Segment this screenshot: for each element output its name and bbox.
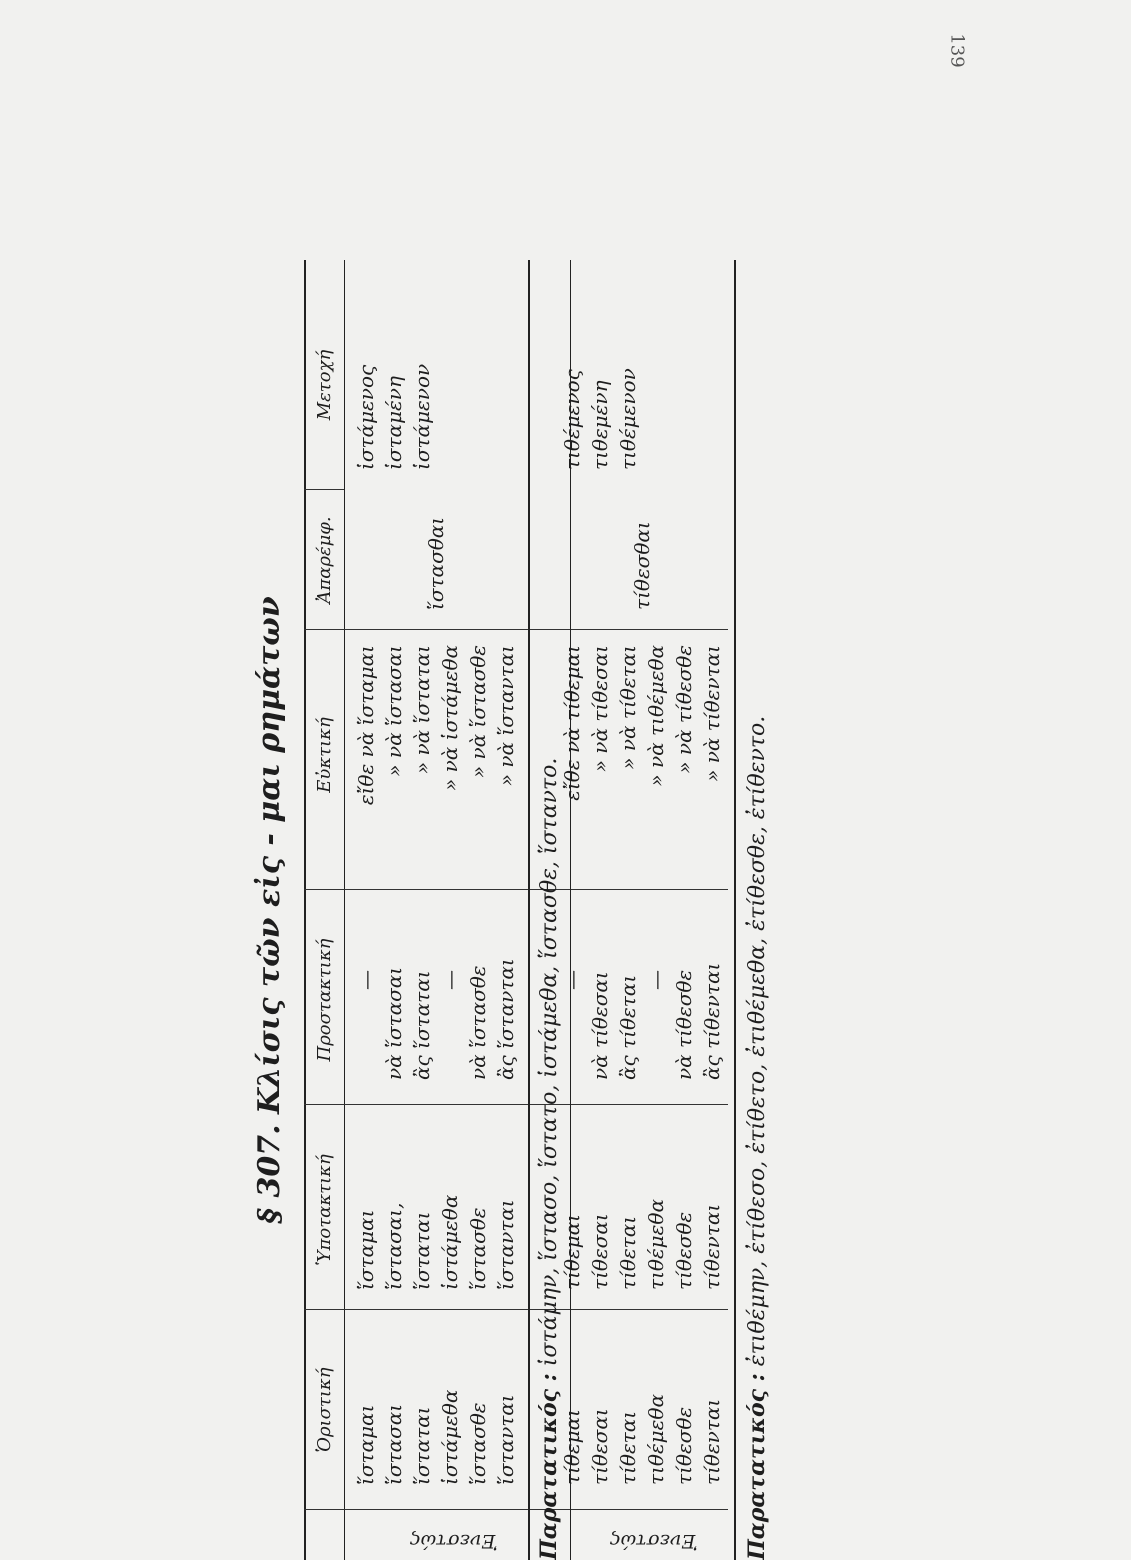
form: » νὰ ἵστασαι (382, 645, 406, 777)
form: ἵστανται (494, 1199, 518, 1290)
form: τίθενται (700, 1398, 724, 1485)
form: εἴθε νὰ τίθεμαι (560, 645, 584, 801)
header-indicative: Ὁριστική (314, 1367, 335, 1453)
form: τίθεσαι (588, 1213, 612, 1290)
histemi-imperative (352, 958, 520, 1080)
imperfect-label: Παρατατικός : (744, 1373, 770, 1560)
form: » νὰ τίθενται (700, 645, 724, 782)
form: ἱστάμενον (410, 363, 434, 470)
col-sep (304, 489, 344, 490)
header-bottom-rule (344, 260, 345, 1560)
form: τιθεμένη (588, 380, 612, 470)
form: — (438, 970, 462, 990)
form: ἱστάμεθα (438, 1389, 462, 1485)
form: — (354, 970, 378, 990)
form: » νὰ ἵστασθε (466, 645, 490, 779)
form: ἵσταται (410, 1406, 434, 1485)
page-title: § 307. Κλίσις τῶν εἰς - μαι ρημάτων (252, 596, 287, 1224)
block-1-bottom-rule (528, 260, 530, 1560)
histemi-subjunctive (352, 1195, 520, 1290)
tithemi-subjunctive (558, 1199, 726, 1290)
form: ἱστάμενος (354, 364, 378, 470)
form: » νὰ τίθεσθε (672, 645, 696, 774)
form: ἵστασθαι (424, 516, 448, 610)
col-sep (304, 889, 728, 890)
header-participle: Μετοχή (314, 349, 335, 421)
form: ἂς ἵσταται (410, 970, 434, 1080)
col-sep (304, 1509, 728, 1510)
form: τιθέμεθα (644, 1199, 668, 1290)
tithemi-optative (558, 645, 726, 870)
form: νὰ ἵστασθε (466, 965, 490, 1080)
form: τιθέμεθα (644, 1394, 668, 1485)
form: ἂς ἵστανται (494, 958, 518, 1080)
tithemi-infinitive (628, 521, 656, 610)
imperfect-label: Παρατατικός : (536, 1373, 562, 1560)
header-subjunctive: Ὑποτακτική (314, 1154, 335, 1266)
form: τίθεμαι (560, 1408, 584, 1485)
histemi-optative (352, 645, 520, 870)
form: ἱστάμεθα (438, 1194, 462, 1290)
form: τίθεσαι (588, 1408, 612, 1485)
form: τιθέμενον (616, 368, 640, 470)
form: τίθεμαι (560, 1213, 584, 1290)
col-sep (304, 1104, 728, 1105)
page-number: 139 (946, 33, 968, 68)
form: » νὰ τίθεσαι (588, 645, 612, 773)
header-infinitive: Ἀπαρέμφ. (314, 516, 335, 604)
form: ἵστασαι, (382, 1202, 406, 1290)
form: τίθενται (700, 1203, 724, 1290)
histemi-infinitive (422, 517, 450, 610)
form: ἂς τίθεται (616, 974, 640, 1080)
form: νὰ τίθεσθε (672, 969, 696, 1080)
form: τίθεται (616, 1410, 640, 1485)
form: » νὰ τιθέμεθα (644, 645, 668, 787)
form: ἵσταμαι (354, 1404, 378, 1485)
col-sep (304, 629, 728, 630)
form: ἂς τίθενται (700, 962, 724, 1080)
header-top-rule (304, 260, 306, 1560)
form: ἵστανται (494, 1394, 518, 1485)
form: τιθέμενος (560, 369, 584, 470)
form: εἴθε νὰ ἵσταμαι (354, 645, 378, 806)
imperfect-forms: ἱστάμην, ἵστασο, ἵστατο, ἱστάμεθα, ἵστασθε, ἵσταντο. (537, 757, 562, 1367)
tithemi-imperative (558, 963, 726, 1080)
block-2-bottom-rule (734, 260, 736, 1560)
form: » νὰ ἱστάμεθα (438, 645, 462, 791)
form: ἵσταμαι (354, 1209, 378, 1290)
col-sep (304, 1309, 728, 1310)
form: ἵσταται (410, 1211, 434, 1290)
tithemi-imperfect-line (744, 716, 770, 1560)
histemi-indicative (352, 1390, 520, 1485)
form: » νὰ τίθεται (616, 645, 640, 770)
form: νὰ τίθεσαι (588, 971, 612, 1080)
tithemi-indicative (558, 1394, 726, 1485)
header-imperative: Προστακτική (314, 938, 335, 1062)
form: τίθεσθαι (630, 521, 654, 610)
section-label-present-2: Ἐνεστώς (610, 1530, 698, 1552)
tithemi-participle (558, 368, 642, 470)
form: » νὰ ἵσταται (410, 645, 434, 775)
histemi-participle (352, 364, 436, 470)
form: — (644, 970, 668, 990)
imperfect-forms: ἐτιθέμην, ἐτίθεσο, ἐτίθετο, ἐτιθέμεθα, ἐτίθεσθε, ἐτίθεντο. (745, 715, 770, 1367)
form: ἱσταμένη (382, 376, 406, 470)
form: τίθεσθε (672, 1211, 696, 1290)
form: ἵστασθε (466, 1207, 490, 1290)
conjugation-sheet (240, 260, 810, 1560)
form: ἵστασθε (466, 1402, 490, 1485)
section-label-present-1: Ἐνεστώς (410, 1530, 498, 1552)
form: ἵστασαι (382, 1403, 406, 1485)
form: » νὰ ἵστανται (494, 645, 518, 787)
form: τίθεσθε (672, 1406, 696, 1485)
form: νὰ ἵστασαι (382, 966, 406, 1080)
header-optative: Εὐκτική (314, 717, 335, 793)
form: — (560, 970, 584, 990)
form: τίθεται (616, 1215, 640, 1290)
